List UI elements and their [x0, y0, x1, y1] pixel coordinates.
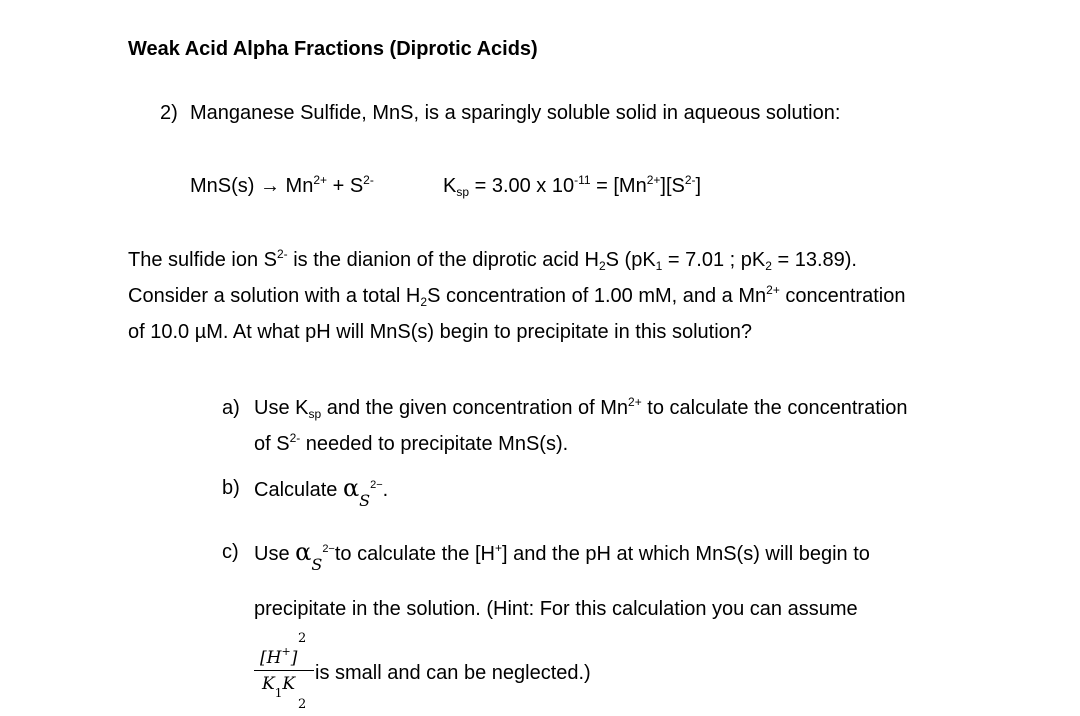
frac-den-k2: K: [282, 674, 296, 694]
frac-den-k1: K: [262, 674, 275, 694]
part-a-l2-a: of S: [254, 433, 290, 455]
ksp-exponent: -11: [574, 173, 591, 187]
fraction-bar: [254, 670, 314, 671]
reaction-equation: [190, 174, 374, 198]
ksp-end: ]: [695, 175, 702, 197]
ksp-mid: ][S: [660, 175, 685, 197]
ksp-sub: sp: [456, 185, 470, 199]
reaction-lhs: MnS(s) → Mn: [190, 175, 314, 197]
body-line-3: of 10.0 µM. At what pH will MnS(s) begin to precipitate in this solution?: [128, 321, 753, 343]
body-l1-k1: 1: [655, 259, 663, 273]
body-l2-b: S concentration of 1.00 mM, and a Mn: [427, 285, 767, 307]
body-l2-h-sub: 2: [420, 295, 428, 309]
page-title: Weak Acid Alpha Fractions (Diprotic Acids): [128, 38, 538, 60]
part-b-calculate: Calculate: [254, 479, 343, 501]
body-l1-k2: 2: [765, 259, 772, 273]
body-l2-c: concentration: [779, 285, 906, 307]
part-c-line-3: is small and can be neglected.): [315, 662, 591, 684]
fraction-denominator: [262, 674, 296, 700]
body-l1-s-charge: 2-: [276, 247, 288, 261]
body-l1-d: = 7.01 ; pK: [662, 249, 766, 271]
ksp-s-charge: 2-: [684, 173, 696, 187]
body-line-2: [128, 284, 905, 308]
ksp-expression: [443, 174, 701, 198]
part-c-use: Use: [254, 543, 296, 565]
part-c-label: c): [222, 541, 239, 563]
body-l2-mn-charge: 2+: [766, 283, 780, 297]
part-a-ksp-sub: sp: [308, 407, 322, 421]
alpha-sup-charge: 2−: [322, 543, 335, 555]
body-l1-e: = 13.89).: [771, 249, 857, 271]
body-l2-a: Consider a solution with a total H: [128, 285, 421, 307]
reaction-plus-s: + S: [327, 175, 364, 197]
problem-number: 2): [160, 102, 178, 124]
part-a-line-1: [254, 396, 907, 420]
frac-num-h: [H: [260, 648, 282, 668]
part-a-mn-charge: 2+: [628, 395, 642, 409]
part-b-text: [254, 474, 389, 510]
part-a-s-charge: 2-: [289, 431, 301, 445]
problem-intro: Manganese Sulfide, MnS, is a sparingly soluble solid in aqueous solution:: [190, 102, 841, 124]
part-c-text-c: ] and the pH at which MnS(s) will begin to: [501, 543, 870, 565]
part-c-text-b: to calculate the [H: [334, 543, 495, 565]
alpha-sup-charge: 2−: [370, 479, 383, 491]
ksp-k: K: [443, 175, 457, 197]
frac-num-charge: +: [281, 645, 291, 658]
part-c-line-2: precipitate in the solution. (Hint: For this calculation you can assume: [254, 598, 858, 620]
part-b-period: .: [382, 479, 389, 501]
body-l1-b: is the dianion of the diprotic acid H: [287, 249, 599, 271]
part-a-l1-b: and the given concentration of Mn: [321, 397, 629, 419]
part-a-line-2: [254, 432, 568, 456]
part-a-label: a): [222, 397, 240, 419]
alpha-symbol: α: [295, 538, 312, 566]
part-a-l2-b: needed to precipitate MnS(s).: [300, 433, 569, 455]
body-l1-a: The sulfide ion S: [128, 249, 277, 271]
ksp-eq2: = [Mn: [590, 175, 647, 197]
body-l1-c: S (pK: [605, 249, 656, 271]
h-charge: +: [494, 541, 502, 555]
fraction-numerator: [260, 645, 298, 668]
part-c-line-1: [254, 538, 870, 574]
body-line-1: [128, 248, 857, 272]
ksp-mn-charge: 2+: [646, 173, 661, 187]
ksp-value: = 3.00 x 10: [469, 175, 575, 197]
frac-num-close: ]: [290, 648, 298, 668]
part-a-l1-c: to calculate the concentration: [641, 397, 908, 419]
alpha-symbol: α: [342, 474, 360, 502]
alpha-sub-s: S: [311, 555, 323, 574]
part-a-l1-a: Use K: [254, 397, 309, 419]
frac-den-sub-1: 1: [274, 686, 283, 700]
body-l1-h-sub: 2: [598, 259, 606, 273]
frac-den-sub-2: 2: [298, 697, 307, 712]
s-charge: 2-: [363, 173, 374, 187]
fraction-num-exponent: 2: [298, 631, 307, 646]
part-b-label: b): [222, 477, 240, 499]
alpha-sub-s: S: [359, 491, 371, 510]
mn-charge: 2+: [313, 173, 328, 187]
